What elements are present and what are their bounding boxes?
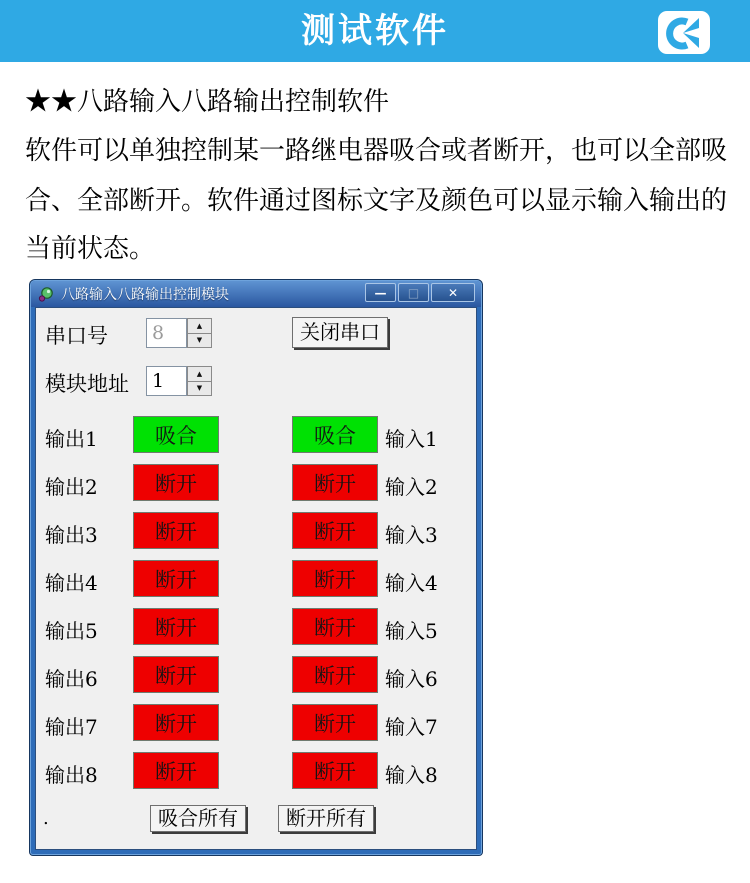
- engage-all-button[interactable]: 吸合所有: [150, 805, 246, 832]
- output-label: 输出1: [45, 427, 98, 451]
- input-state-indicator: 断开: [292, 752, 378, 789]
- logo-k-glyph: [662, 15, 706, 51]
- input-state-indicator: 断开: [292, 656, 378, 693]
- input-state-indicator: 断开: [292, 704, 378, 741]
- input-label: 输入1: [385, 427, 438, 451]
- maximize-icon: □: [407, 285, 420, 300]
- io-row: [36, 704, 476, 752]
- serial-port-label: 串口号: [45, 324, 108, 348]
- maximize-button[interactable]: [398, 283, 429, 302]
- output-label: 输出4: [45, 571, 98, 595]
- output-state-button[interactable]: 断开: [133, 656, 219, 693]
- window-title: 八路输入八路输出控制模块: [61, 287, 229, 303]
- io-row: [36, 656, 476, 704]
- io-row: [36, 416, 476, 464]
- input-label: 输入5: [385, 619, 438, 643]
- banner-title: 测试软件: [301, 11, 449, 51]
- module-address-spinner: [146, 366, 212, 396]
- spin-down-button[interactable]: [187, 334, 212, 349]
- close-icon: ✕: [447, 285, 459, 300]
- spin-up-button[interactable]: [187, 318, 212, 334]
- io-row: [36, 464, 476, 512]
- down-arrow-icon: ▼: [196, 336, 203, 345]
- intro-text-line: 软件可以单独控制某一路继电器吸合或者断开，也可以全部吸: [25, 136, 728, 166]
- window-client-area: [35, 307, 477, 850]
- io-row: [36, 608, 476, 656]
- spin-up-button[interactable]: [187, 366, 212, 382]
- output-state-button[interactable]: 断开: [133, 704, 219, 741]
- output-label: 输出8: [45, 763, 98, 787]
- module-address-label: 模块地址: [45, 372, 129, 396]
- input-label: 输入7: [385, 715, 438, 739]
- output-label: 输出7: [45, 715, 98, 739]
- module-address-spin-buttons: [187, 366, 212, 396]
- input-state-indicator: 吸合: [292, 416, 378, 453]
- close-button[interactable]: [431, 283, 475, 302]
- output-label: 输出6: [45, 667, 98, 691]
- input-state-indicator: 断开: [292, 560, 378, 597]
- serial-port-input[interactable]: 8: [146, 318, 187, 348]
- serial-port-spinner: [146, 318, 212, 348]
- input-label: 输入8: [385, 763, 438, 787]
- module-address-input[interactable]: 1: [146, 366, 187, 396]
- input-state-indicator: 断开: [292, 464, 378, 501]
- output-label: 输出5: [45, 619, 98, 643]
- output-state-button[interactable]: 断开: [133, 464, 219, 501]
- release-all-button[interactable]: 断开所有: [278, 805, 374, 832]
- input-label: 输入2: [385, 475, 438, 499]
- output-state-button[interactable]: 断开: [133, 608, 219, 645]
- intro-text-line: 合、全部断开。软件通过图标文字及颜色可以显示输入输出的: [25, 186, 728, 216]
- output-state-button[interactable]: 断开: [133, 512, 219, 549]
- up-arrow-icon: ▲: [196, 321, 203, 330]
- up-arrow-icon: ▲: [196, 369, 203, 378]
- brand-logo-icon: [658, 11, 710, 54]
- top-banner: [0, 0, 750, 62]
- window-controls: [365, 283, 475, 302]
- output-label: 输出3: [45, 523, 98, 547]
- close-serial-button[interactable]: 关闭串口: [292, 317, 388, 348]
- io-row: [36, 752, 476, 800]
- minimize-button[interactable]: [365, 283, 396, 302]
- window-app-icon: [38, 286, 55, 303]
- input-state-indicator: 断开: [292, 512, 378, 549]
- minimize-icon: —: [374, 285, 387, 300]
- stray-dot: .: [43, 808, 49, 829]
- input-label: 输入3: [385, 523, 438, 547]
- intro-heading: ★★八路输入八路输出控制软件: [25, 87, 390, 117]
- input-label: 输入4: [385, 571, 438, 595]
- output-state-button[interactable]: 吸合: [133, 416, 219, 453]
- serial-port-spin-buttons: [187, 318, 212, 348]
- output-label: 输出2: [45, 475, 98, 499]
- output-state-button[interactable]: 断开: [133, 752, 219, 789]
- io-row: [36, 512, 476, 560]
- io-row: [36, 560, 476, 608]
- app-window: [30, 280, 482, 855]
- output-state-button[interactable]: 断开: [133, 560, 219, 597]
- input-label: 输入6: [385, 667, 438, 691]
- intro-text-line: 当前状态。: [25, 234, 156, 264]
- down-arrow-icon: ▼: [196, 384, 203, 393]
- input-state-indicator: 断开: [292, 608, 378, 645]
- spin-down-button[interactable]: [187, 382, 212, 397]
